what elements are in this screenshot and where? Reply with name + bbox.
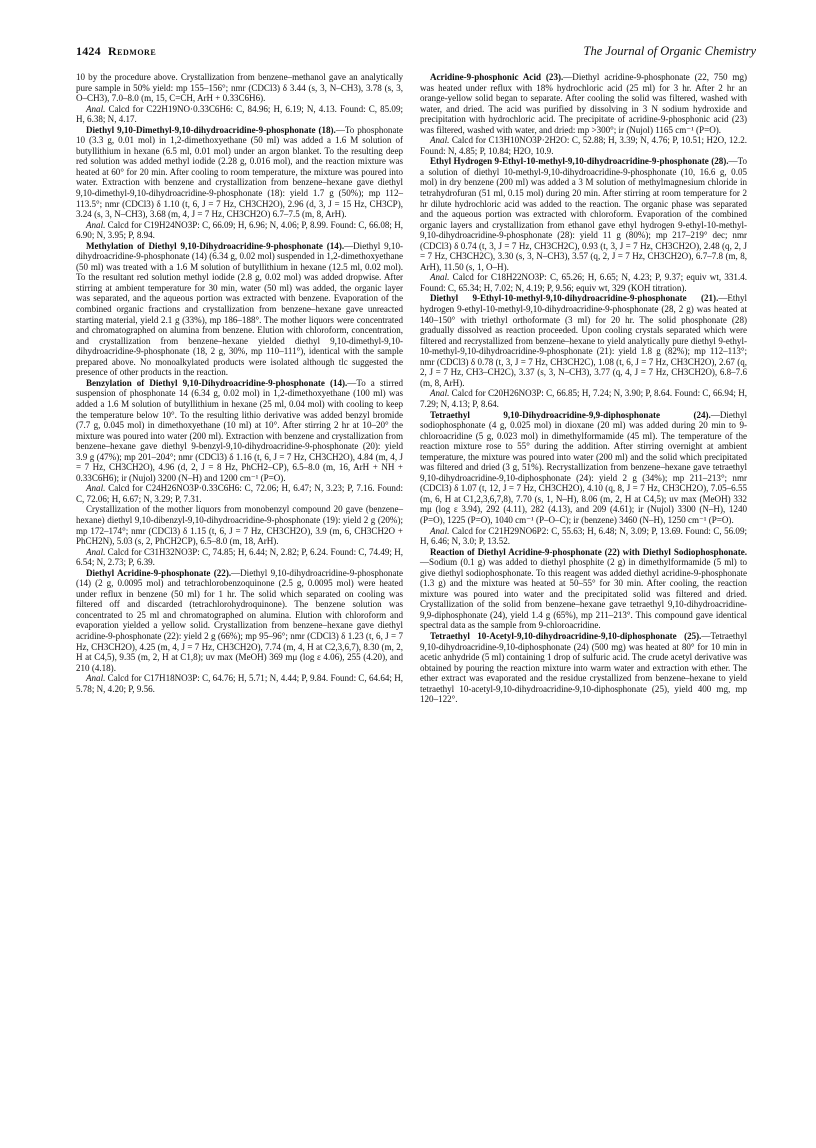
- procedure-title: Methylation of Diethyl 9,10-Dihydroacridine-9-phosphonate (14).: [86, 240, 345, 251]
- procedure-text: —Diethyl 9,10-dihydroacridine-9-phosphonate (14) (6.34 g, 0.02 mol) suspended in 1,2-dimethoxyethane (50 ml) was treated with a 1.6 M solution of butyllithium in hexane (12.5 ml, 0.02 mol). To the resultant red solution methyl iodide (2.8 g, 0.02 mol) was added dropwise. After stirring at ambient temperature for 30 min, water (50 ml) was added, the organic layer was separated, and the aqueous portion was extracted with benzene. Evaporation of the combined organic fractions and crystallization from benzene–hexane gave unreacted starting material, yield 2.1 g (33%), mp 186–188°. The mother liquors were concentrated and chromatographed on alumina from benzene. Elution with chloroform, concentration, and crystallization from benzene–hexane yielded diethyl 9,10-dimethyl-9,10-dihydroacridine-9-phosphonate (18, 2 g, 30%, mp 110–111°), identical with the sample prepared above. No monoalkylated products were isolated although tlc suggested the presence of other products in the reaction.: [76, 240, 403, 378]
- analysis-text: Calcd for C13H10NO3P·2H2O: C, 52.88; H, 3.39; N, 4.76; P, 10.51; H2O, 12.2. Found: N, 4.85; P, 10.84; H2O, 10.9.: [420, 135, 747, 156]
- procedure-title: Acridine-9-phosphonic Acid (23).: [430, 72, 564, 82]
- analysis-label: Anal.: [430, 388, 450, 399]
- analysis-label: Anal.: [86, 103, 106, 114]
- procedure-text: —Sodium (0.1 g) was added to diethyl phosphite (2 g) in dimethylformamide (5 ml) to give diethyl sodiophosphonate. To this reagent was added diethyl acridine-9-phosphonate (1.3 g) and the mixture was heated at 50–55° for 30 min. After cooling, the reaction mixture was poured into water and the precipitated solid was filtered and dried. Crystallization of the solid from benzene–hexane gave tetraethyl 9,10-dihydroacridine-9,9-diphosphonate (24), yield 1.4 g (65%), mp 211–213°. This compound gave identical spectral data as the sample from 9-chloroacridine.: [420, 557, 747, 631]
- journal-title: The Journal of Organic Chemistry: [583, 44, 756, 58]
- analysis-label: Anal.: [86, 219, 106, 230]
- procedure-paragraph: [420, 72, 747, 135]
- procedure-title: Diethyl 9,10-Dimethyl-9,10-dihydroacridine-9-phosphonate (18).: [86, 124, 336, 135]
- paragraph: [76, 504, 403, 546]
- analysis-label: Anal.: [430, 525, 450, 536]
- paragraph-text: Crystallization of the mother liquors from monobenzyl compound 20 gave (benzene–hexane) diethyl 9,10-dibenzyl-9,10-dihydroacridine-9-phosphonate (19): yield 2 g (20%); mp 172–174°; nmr (CDCl3) δ 1.15 (t, 6, J = 7 Hz, CH3CH2O), 3.9 (m, 6, CH3CH2O + PhCH2N), 5.03 (s, 2, PhCH2CP), 6.5–8.0 (m, 18, ArH).: [76, 504, 403, 547]
- procedure-text: —To a solution of diethyl 10-methyl-9,10-dihydroacridine-9-phosphonate (10, 16.6 g, 0.05 mol) in dry benzene (200 ml) was added a 3 M solution of methylmagnesium chloride in tetrahydrofuran (51 ml, 0.15 mol) during 20 min. After stirring at room temperature for 2 hr dilute hydrochloric acid was added to the reaction. The organic phase was separated and the aqueous portion was extracted with chloroform. Evaporation of the combined organic layers and crystallization from ethanol gave ethyl hydrogen 9-ethyl-10-methyl-9,10-dihydroacridine-9-phosphonate (28): yield 11 g (80%); mp 217–219° dec; nmr (CDCl3) δ 0.74 (t, 3, J = 7 Hz, CH3CH2C), 0.93 (t, 3, J = 7 Hz, CH3CH2O), 2.48 (q, 2, J = 7 Hz, CH3CH2C), 3.30 (s, 3, N–CH3), 3.57 (q, 2, J = 7 Hz, CH3CH2O), 6.7–7.8 (m, 8, ArH), 11.50 (s, 1, O–H).: [420, 156, 747, 272]
- procedure-text: —Diethyl 9,10-dihydroacridine-9-phosphonate (14) (2 g, 0.0095 mol) and tetrachlorobenzoquinone (2.5 g, 0.0095 mol) were heated under reflux in benzene (50 ml) for 1 hr. The solid which separated on cooling was filtered off and discarded (tetrachlorohydroquinone). The benzene solution was concentrated to 25 ml and chromatographed on alumina. Elution with chloroform and evaporation yielded a yellow solid. Crystallization from benzene–hexane gave diethyl acridine-9-phosphonate (22): yield 2 g (66%); mp 95–96°; nmr (CDCl3) δ 1.23 (t, 6, J = 7 Hz, CH3CH2O), 4.25 (m, 4, J = 7 Hz, CH3CH2O), 7.74 (m, 4, H at C2,3,6,7), 8.30 (m, 2, H at C4,5), 9.35 (m, 2, H at C1,8); uv max (MeOH) 369 mμ (log ε 4.06), 255 (4.20), and 210 (4.18).: [76, 567, 403, 673]
- running-header: [76, 44, 756, 60]
- procedure-paragraph: [76, 241, 403, 378]
- procedure-text: —Ethyl hydrogen 9-ethyl-10-methyl-9,10-dihydroacridine-9-phosphonate (28, 2 g) was heated at 140–150° with triethyl orthoformate (3 ml) for 20 hr. The solid phosphonate (28) gradually dissolved as reaction proceeded. Upon cooling crystals separated which were filtered and recrystallized from benzene–hexane to yield analytically pure diethyl 9-ethyl-10-methyl-9,10-dihydroacridine-9-phosphonate (21): yield 1.8 g (82%); mp 112–113°; nmr (CDCl3) δ 0.78 (t, 3, J = 7 Hz, CH3CH2C), 1.08 (t, 6, J = 7 Hz, CH3CH2O), 2.67 (q, 2, J = 7 Hz, CH3–CH2C), 3.37 (s, 3, N–CH3), 3.77 (q, 4, J = 7 Hz, CH3CH2O), 6.8–7.6 (m, 8, ArH).: [420, 293, 747, 388]
- analysis-text: Calcd for C24H26NO3P·0.33C6H6: C, 72.06; H, 6.47; N, 3.23; P, 7.16. Found: C, 72.06; H, 6.67; N, 3.29; P, 7.31.: [76, 483, 403, 504]
- procedure-title: Diethyl Acridine-9-phosphonate (22).: [86, 567, 232, 578]
- procedure-paragraph: [76, 378, 403, 483]
- procedure-title: Tetraethyl 10-Acetyl-9,10-dihydroacridine-9,10-diphosphonate (25).: [430, 630, 702, 641]
- analysis-paragraph: [420, 272, 747, 293]
- analysis-paragraph: [420, 388, 747, 409]
- left-column: [76, 72, 403, 694]
- analysis-text: Calcd for C31H32NO3P: C, 74.85; H, 6.44; N, 2.82; P, 6.24. Found: C, 74.49; H, 6.54; N, 2.73; P, 6.39.: [76, 546, 403, 568]
- analysis-paragraph: [76, 673, 403, 694]
- analysis-text: Calcd for C22H19NO·0.33C6H6: C, 84.96; H, 6.19; N, 4.13. Found: C, 85.09; H, 6.38; N, 4.17.: [76, 103, 403, 125]
- procedure-paragraph: [76, 568, 403, 673]
- procedure-title: Tetraethyl 9,10-Dihydroacridine-9,9-diphosphonate (24).: [430, 409, 711, 420]
- procedure-paragraph: [420, 631, 747, 705]
- analysis-paragraph: [76, 220, 403, 241]
- right-column: [420, 72, 747, 705]
- analysis-paragraph: [420, 526, 747, 547]
- procedure-paragraph: [420, 156, 747, 272]
- procedure-text: —To phosphonate 10 (3.3 g, 0.01 mol) in 1,2-dimethoxyethane (50 ml) was added a 1.6 M solution of butyllithium in hexane (6.5 ml, 0.01 mol) under an argon blanket. To the resulting deep red solution was added methyl iodide (2.28 g, 0.016 mol), and the reaction mixture was heated at 60° for 20 min. After cooling to room temperature, the mixture was poured into water. Extraction with benzene and crystallization from benzene–hexane gave diethyl 9,10-dimethyl-9,10-dihydroacridine-9-phosphonate (18): yield 1.7 g (50%); mp 112–113.5°; nmr (CDCl3) δ 1.10 (t, 6, J = 7 Hz, CH3CH2O), 2.96 (d, 3, J = 15 Hz, CH3CP), 3.24 (s, 3, N–CH3), 3.68 (m, 4, J = 7 Hz, CH3CH2O) 6.7–7.5 (m, 8, ArH).: [76, 124, 403, 220]
- procedure-paragraph: [420, 410, 747, 526]
- analysis-text: Calcd for C20H26NO3P: C, 66.85; H, 7.24; N, 3.90; P, 8.64. Found: C, 66.94; H, 7.29; N, 4.13; P, 8.64.: [420, 388, 747, 409]
- procedure-title: Ethyl Hydrogen 9-Ethyl-10-methyl-9,10-dihydroacridine-9-phosphonate (28).: [430, 156, 729, 167]
- procedure-paragraph: [420, 547, 747, 631]
- analysis-paragraph: [76, 483, 403, 504]
- analysis-label: Anal.: [86, 546, 106, 557]
- analysis-text: Calcd for C17H18NO3P: C, 64.76; H, 5.71; N, 4.44; P, 9.84. Found: C, 64.64; H, 5.78; N, 4.20; P, 9.56.: [76, 673, 403, 694]
- analysis-text: Calcd for C18H22NO3P: C, 65.26; H, 6.65; N, 4.23; P, 9.37; equiv wt, 331.4. Found: C, 65.34; H, 7.02; N, 4.19; P, 9.56; equiv wt, 329 (KOH titration).: [420, 272, 747, 293]
- paragraph-text: 10 by the procedure above. Crystallization from benzene–methanol gave an analytically pure sample in 50% yield: mp 155–156°; nmr (CDCl3) δ 3.44 (s, 3, N–CH3), 3.78 (s, 3, O–CH3), 7.0–8.0 (m, 15, C=CH, ArH + 0.33C6H6).: [76, 72, 403, 104]
- procedure-title: Benzylation of Diethyl 9,10-Dihydroacridine-9-phosphonate (14).: [86, 377, 348, 388]
- procedure-text: —To a stirred suspension of phosphonate 14 (6.34 g, 0.02 mol) in 1,2-dimethoxyethane (100 ml) was added a 1.6 M solution of butyllithium in hexane (25 ml, 0.04 mol) with cooling to keep the temperature below 10°. To the resulting lithio derivative was added benzyl bromide (7.7 g, 0.045 mol) in dimethoxyethane (10 ml) at 10°. After stirring 2 hr at 10–20° the mixture was poured into water (200 ml). Extraction with benzene and crystallization from benzene–hexane gave diethyl 9-benzyl-9,10-dihydroacridine-9-phosphonate (20): yield 3.9 g (47%); mp 201–204°; nmr (CDCl3) δ 1.16 (t, 6, J = 7 Hz, CH3CH2O), 4.84 (m, 4, J = 7 Hz, CH3CH2O), 4.96 (d, 2, J = 8 Hz, PhCH2–CP), 6.5–8.0 (m, 16, ArH + NH + 0.33C6H6); ir (Nujol) 3200 (N–H) and 1200 cm⁻¹ (P=O).: [76, 377, 403, 483]
- analysis-label: Anal.: [86, 673, 106, 684]
- procedure-title: Diethyl 9-Ethyl-10-methyl-9,10-dihydroacridine-9-phosphonate (21).: [430, 293, 719, 304]
- procedure-paragraph: [76, 125, 403, 220]
- analysis-paragraph: [420, 135, 747, 156]
- procedure-text: —Diethyl sodiophosphonate (4 g, 0.025 mol) in dioxane (20 ml) was added during 20 min to 9-chloroacridine (5 g, 0.023 mol) in dimethylformamide (45 ml). The temperature of the reaction mixture rose to 55° during the addition. After stirring overnight at ambient temperature, the mixture was poured into water (200 ml) and the solid which precipitated was filtered and dried (3 g, 51%). Recrystallization from benzene–hexane gave tetraethyl 9,10-dihydroacridine-9,10-diphosphonate (24): yield 2 g (34%); mp 211–213°; nmr (CDCl3) δ 1.07 (t, 12, J = 7 Hz, CH3CH2O), 4.10 (q, 8, J = 7 Hz, CH3CH2O), 7.05–6.55 (m, 6, H at C1,2,3,6,7,8), 7.70 (s, 1, N–H), 8.06 (m, 2, H at C4,5); uv max (MeOH) 332 mμ (log ε 3.94), 292 (4.11), 282 (4.13), and 209 (4.61); ir (Nujol) 3300 (N–H), 1240 (P=O), 1225 (P=O), 1040 cm⁻¹ (P–O–C); ir (benzene) 3460 (N–H), 1250 cm⁻¹ (P=O).: [420, 409, 747, 525]
- analysis-label: Anal.: [430, 135, 450, 146]
- analysis-label: Anal.: [430, 272, 450, 283]
- paragraph: [76, 72, 403, 104]
- analysis-paragraph: [76, 547, 403, 568]
- procedure-text: —Diethyl acridine-9-phosphonate (22, 750 mg) was heated under reflux with 18% hydrochloric acid (25 ml) for 3 hr. After 2 hr an orange-yellow solid began to separate. After cooling the solid was filtered, washed with water, and dried. The acid was purified by dissolving in 3 N sodium hydroxide and precipitation with hydrochloric acid. The precipitate of acridine-9-phosphonic acid (23) was filtered, washed with water, and dried: mp >300°; ir (Nujol) 1165 cm⁻¹ (P=O).: [420, 72, 747, 135]
- procedure-paragraph: [420, 293, 747, 388]
- page-number: 1424: [76, 44, 101, 58]
- analysis-text: Calcd for C19H24NO3P: C, 66.09; H, 6.96; N, 4.06; P, 8.99. Found: C, 66.08; H, 6.90; N, 3.95; P, 8.94.: [76, 219, 403, 241]
- analysis-label: Anal.: [86, 483, 106, 494]
- procedure-title: Reaction of Diethyl Acridine-9-phosphonate (22) with Diethyl Sodiophosphonate.: [430, 546, 747, 557]
- procedure-text: —Tetraethyl 9,10-dihydroacridine-9,10-diphosphonate (24) (500 mg) was heated at 80° for 10 min in acetic anhydride (5 ml) containing 1 drop of sulfuric acid. The crude acetyl derivative was obtained by pouring the reaction mixture into warm water and extraction with ether. The ether extract was evaporated and the residue crystallized from benzene–hexane to yield tetraethyl 10-acetyl-9,10-dihydroacridine-9,10-diphosphonate (25), yield 400 mg, mp 120–122°.: [420, 630, 747, 705]
- analysis-text: Calcd for C21H29NO6P2: C, 55.63; H, 6.48; N, 3.09; P, 13.69. Found: C, 56.09; H, 6.46; N, 3.0; P, 13.52.: [420, 525, 747, 547]
- analysis-paragraph: [76, 104, 403, 125]
- running-author: Redmore: [108, 44, 157, 58]
